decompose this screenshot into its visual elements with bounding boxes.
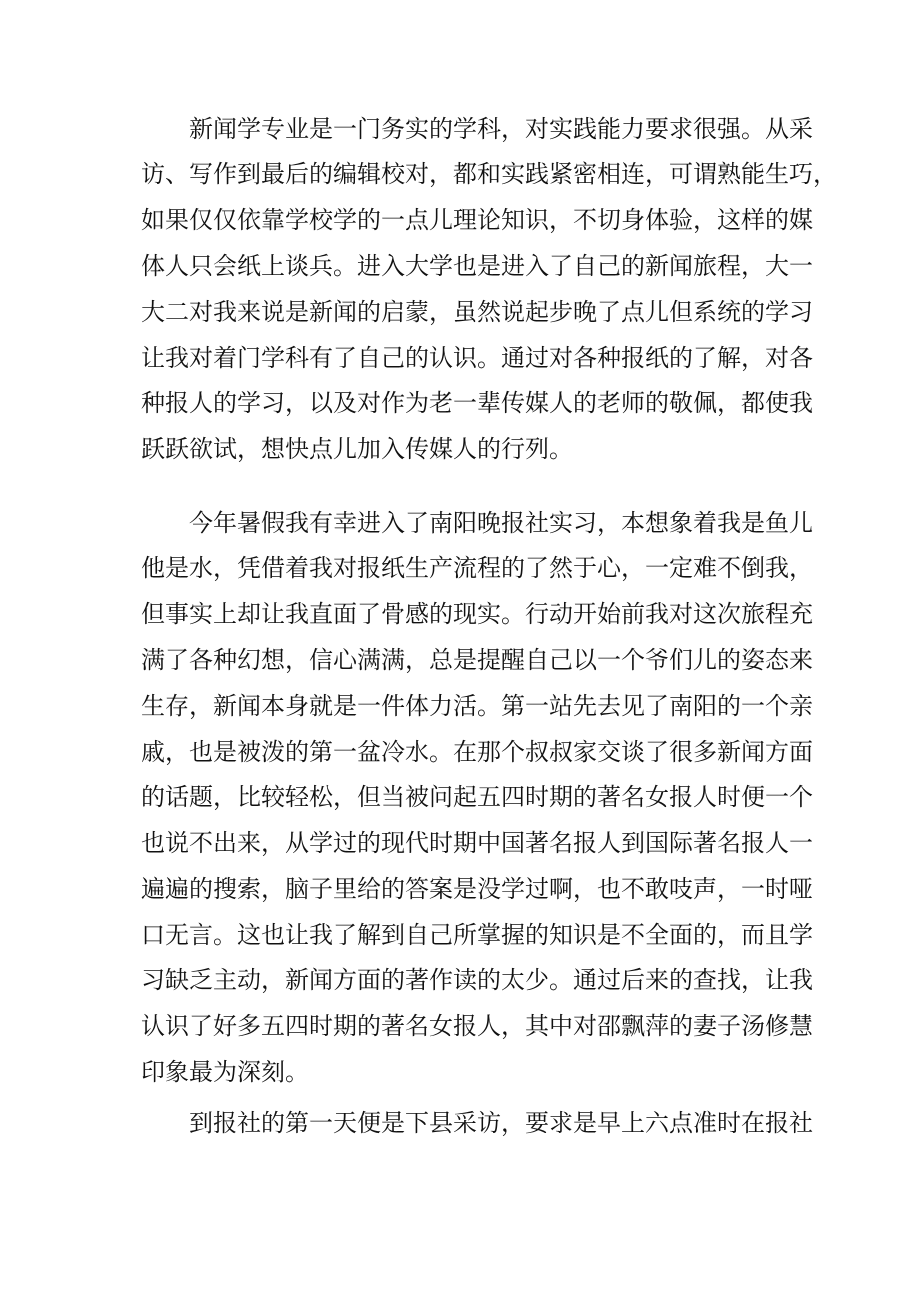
text-line: 的话题，比较轻松，但当被问起五四时期的著名女报人时便一个	[141, 783, 813, 811]
text-line: 生存，新闻本身就是一件体力活。第一站先去见了南阳的一个亲	[141, 692, 813, 720]
text-line: 到报社的第一天便是下县采访，要求是早上六点准时在报社	[141, 1109, 813, 1137]
text-line: 习缺乏主动，新闻方面的著作读的太少。通过后来的查找，让我	[141, 966, 813, 994]
text-line: 但事实上却让我直面了骨感的现实。行动开始前我对这次旅程充	[141, 600, 813, 628]
text-line: 今年暑假我有幸进入了南阳晚报社实习，本想象着我是鱼儿	[141, 509, 813, 537]
text-line: 也说不出来，从学过的现代时期中国著名报人到国际著名报人一	[141, 829, 813, 857]
text-line: 戚，也是被泼的第一盆冷水。在那个叔叔家交谈了很多新闻方面	[141, 738, 813, 766]
text-line: 跃跃欲试，想快点儿加入传媒人的行列。	[141, 435, 573, 463]
text-line: 种报人的学习，以及对作为老一辈传媒人的老师的敬佩，都使我	[141, 389, 813, 417]
text-line: 让我对着门学科有了自己的认识。通过对各种报纸的了解，对各	[141, 344, 813, 372]
text-line: 新闻学专业是一门务实的学科，对实践能力要求很强。从采	[141, 115, 813, 143]
text-line: 访、写作到最后的编辑校对，都和实践紧密相连，可谓熟能生巧，	[141, 160, 837, 188]
text-line: 认识了好多五四时期的著名女报人，其中对邵飘萍的妻子汤修慧	[141, 1012, 813, 1040]
text-line: 如果仅仅依靠学校学的一点儿理论知识，不切身体验，这样的媒	[141, 206, 813, 234]
text-line: 体人只会纸上谈兵。进入大学也是进入了自己的新闻旅程，大一	[141, 252, 813, 280]
text-line: 口无言。这也让我了解到自己所掌握的知识是不全面的，而且学	[141, 921, 813, 949]
text-line: 他是水，凭借着我对报纸生产流程的了然于心，一定难不倒我，	[141, 554, 813, 582]
text-line: 大二对我来说是新闻的启蒙，虽然说起步晚了点儿但系统的学习	[141, 298, 813, 326]
text-line: 遍遍的搜索，脑子里给的答案是没学过啊，也不敢吱声，一时哑	[141, 875, 813, 903]
text-line: 满了各种幻想，信心满满，总是提醒自己以一个爷们儿的姿态来	[141, 646, 813, 674]
text-line: 印象最为深刻。	[141, 1058, 309, 1086]
